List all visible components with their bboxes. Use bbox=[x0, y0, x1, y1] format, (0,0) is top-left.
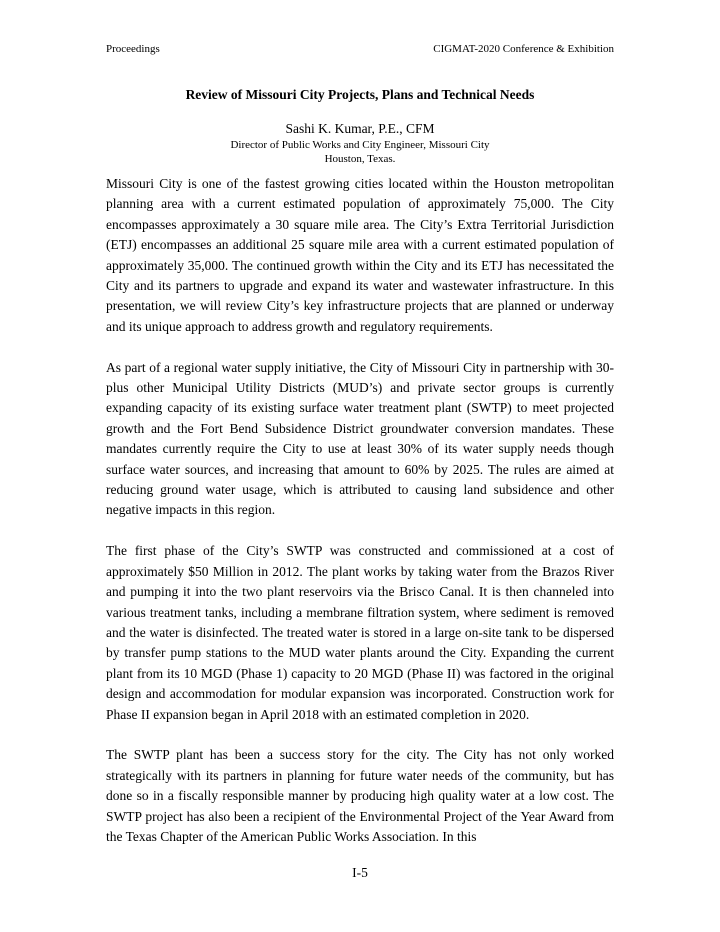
paragraph-3: The first phase of the City’s SWTP was constructed and commissioned at a cost of approximately $50 Million in 2012. The plant works by taking water from the Brazos River and pumping it into the two plant reservoirs via the Brisco Canal. It is then channeled into various treatment tanks, including a membrane filtration system, where sediment is removed and the water is disinfected. The treated water is stored in a large on-site tank to be dispersed by transfer pump stations to the MUD water plants around the City. Expanding the current plant from its 10 MGD (Phase 1) capacity to 20 MGD (Phase II) was factored in the original design and accommodation for modular expansion was incorporated. Construction work for Phase II expansion began in April 2018 with an estimated completion in 2020. bbox=[106, 543, 614, 722]
affiliation-line-1: Director of Public Works and City Engineer, Missouri City bbox=[230, 139, 490, 151]
author-affiliation bbox=[0, 138, 720, 166]
author-name: Sashi K. Kumar, P.E., CFM bbox=[285, 121, 435, 136]
paper-title: Review of Missouri City Projects, Plans and Technical Needs bbox=[185, 87, 535, 102]
running-header bbox=[106, 42, 614, 56]
paragraph-2: As part of a regional water supply initiative, the City of Missouri City in partnership with 30-plus other Municipal Utility Districts (MUD’s) and private sector groups is currently expanding capacity of its existing surface water treatment plant (SWTP) to meet projected growth and the Fort Bend Subsidence District groundwater conversion mandates. These mandates currently require the City to use at least 30% of its water supply needs though surface water sources, and increasing that amount to 60% by 2025. The rules are aimed at reducing ground water usage, which is attributed to causing land subsidence and other negative impacts in this region. bbox=[106, 359, 614, 518]
body-text bbox=[106, 174, 614, 868]
paragraph-1: Missouri City is one of the fastest growing cities located within the Houston metropolitan planning area with a current estimated population of approximately 75,000. The City encompasses approximately a 30 square mile area. The City’s Extra Territorial Jurisdiction (ETJ) encompasses an additional 25 square mile area with a current estimated population of approximately 35,000. The continued growth within the City and its ETJ has necessitated the City and its partners to upgrade and expand its water and wastewater infrastructure. In this presentation, we will review City’s key infrastructure projects that are planned or underway and its unique approach to address growth and regulatory requirements. bbox=[106, 176, 614, 334]
header-left: Proceedings bbox=[106, 43, 160, 55]
affiliation-line-2: Houston, Texas. bbox=[324, 153, 396, 165]
paragraph-4: The SWTP plant has been a success story for the city. The City has not only worked strategically with its partners in planning for future water needs of the community, but has done so in a fiscally responsible manner by producing high quality water at a low cost. The SWTP project has also been a recipient of the Environmental Project of the Year Award from the Texas Chapter of the American Public Works Association. In this bbox=[106, 747, 614, 844]
header-right: CIGMAT-2020 Conference & Exhibition bbox=[433, 43, 614, 55]
page-number: I-5 bbox=[352, 865, 368, 880]
